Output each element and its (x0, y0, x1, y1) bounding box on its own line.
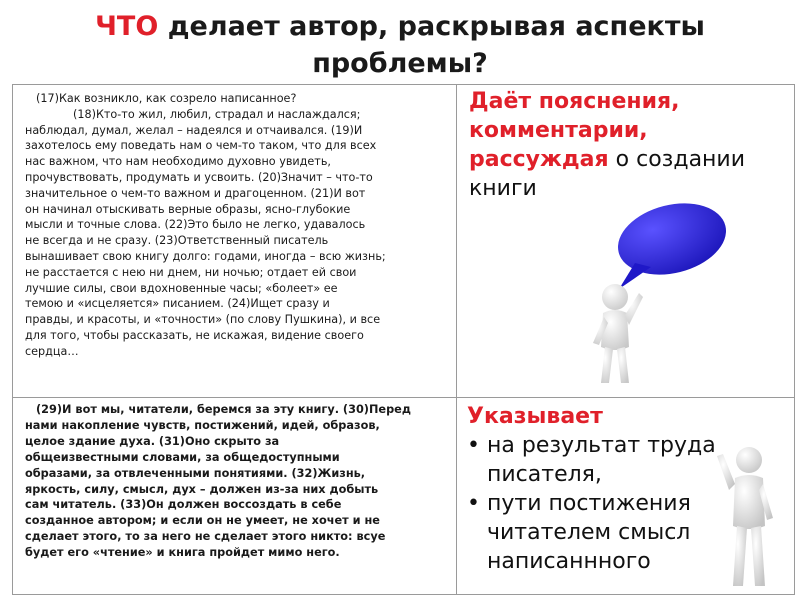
bullet-icon: • (467, 491, 480, 516)
quote-line: нас важном, что нам необходимо духовно увидеть, (25, 155, 331, 169)
slide-title (0, 8, 800, 82)
quote-line: общеизвестными словами, за общедоступными (25, 450, 340, 464)
explanation-cell-2 (457, 398, 795, 595)
quote-line: вынашивает свою книгу долго: годами, иногда – всю жизнь; (25, 249, 386, 263)
bullet-text: на результат труда писателя, (487, 433, 716, 487)
quote-line: прочувствовать, продумать и усвоить. (20)Значит – что-то (25, 170, 373, 184)
quote-line: яркость, силу, смысл, дух – должен из-за них добыть (25, 482, 379, 496)
quote-line: для того, чтобы рассказать, не искажая, видение своего (25, 328, 364, 342)
title-line2: проблемы? (312, 48, 488, 79)
quote-line: сердца… (25, 344, 79, 358)
quote-line: темою и «исцеляется» писанием. (24)Ищет сразу и (25, 297, 330, 311)
explanation-cell-1 (457, 85, 795, 398)
raised-hand-figure-icon (715, 444, 785, 592)
explanation-black: о создании книги (469, 147, 746, 201)
table-row (13, 85, 795, 398)
quote-line: он начинал отыскивать верные образы, ясно-глубокие (25, 202, 351, 216)
content-table (12, 84, 795, 595)
bullet-icon: • (467, 433, 480, 458)
explanation-text-1 (469, 87, 789, 203)
speech-bubble-figure-icon (577, 197, 777, 397)
quote-line: нами накопление чувств, постижений, идей, образов, (25, 418, 380, 432)
explanation-head-2: Указывает (467, 404, 603, 429)
quote-line: мысли и точные слова. (22)Это было не легко, удавалось (25, 218, 366, 232)
quote-text-2 (13, 398, 456, 561)
quote-line: не всегда и не сразу. (23)Ответственный писатель (25, 234, 329, 248)
quote-line: созданное автором; и если он не умеет, не хочет и не (25, 514, 380, 528)
table-row (13, 398, 795, 595)
title-accent: ЧТО (95, 11, 159, 42)
bullet-text: пути постижения читателем смысл написаннного (487, 491, 691, 574)
quote-line: (17)Как возникло, как созрело написанное? (36, 92, 297, 105)
title-rest: делает автор, раскрывая аспекты (158, 11, 705, 42)
quote-line: (18)Кто-то жил, любил, страдал и наслаждался; (73, 107, 361, 121)
explanation-red: Даёт пояснения, комментарии, рассуждая (469, 89, 680, 172)
quote-line: не расстается с нею ни днем, ни ночью; отдает ей свои (25, 265, 357, 279)
quote-line: лучшие силы, свои вдохновенные часы; «болеет» ее (25, 281, 338, 295)
quote-line: сделает этого, то за него не сделает этого никто: всуе (25, 530, 386, 544)
quote-line: образами, за отвлеченными понятиями. (32)Жизнь, (25, 466, 366, 480)
quote-cell-2 (13, 398, 457, 595)
quote-line: наблюдал, думал, желал – надеялся и отчаивался. (19)И (25, 123, 363, 137)
quote-line: (29)И вот мы, читатели, беремся за эту книгу. (30)Перед (36, 403, 411, 416)
quote-line: сам читатель. (33)Он должен воссоздать в себе (25, 498, 342, 512)
quote-line: целое здание духа. (31)Оно скрыто за (25, 434, 280, 448)
quote-line: захотелось ему поведать нам о чем-то таком, что для всех (25, 139, 377, 153)
quote-cell-1 (13, 85, 457, 398)
quote-line: будет его «чтение» и книга пройдет мимо него. (25, 546, 340, 560)
quote-line: значительное о чем-то важном и драгоценном. (21)И вот (25, 186, 366, 200)
quote-line: правды, и красоты, и «точности» (по слову Пушкина), и все (25, 313, 381, 327)
quote-text-1 (13, 85, 456, 360)
